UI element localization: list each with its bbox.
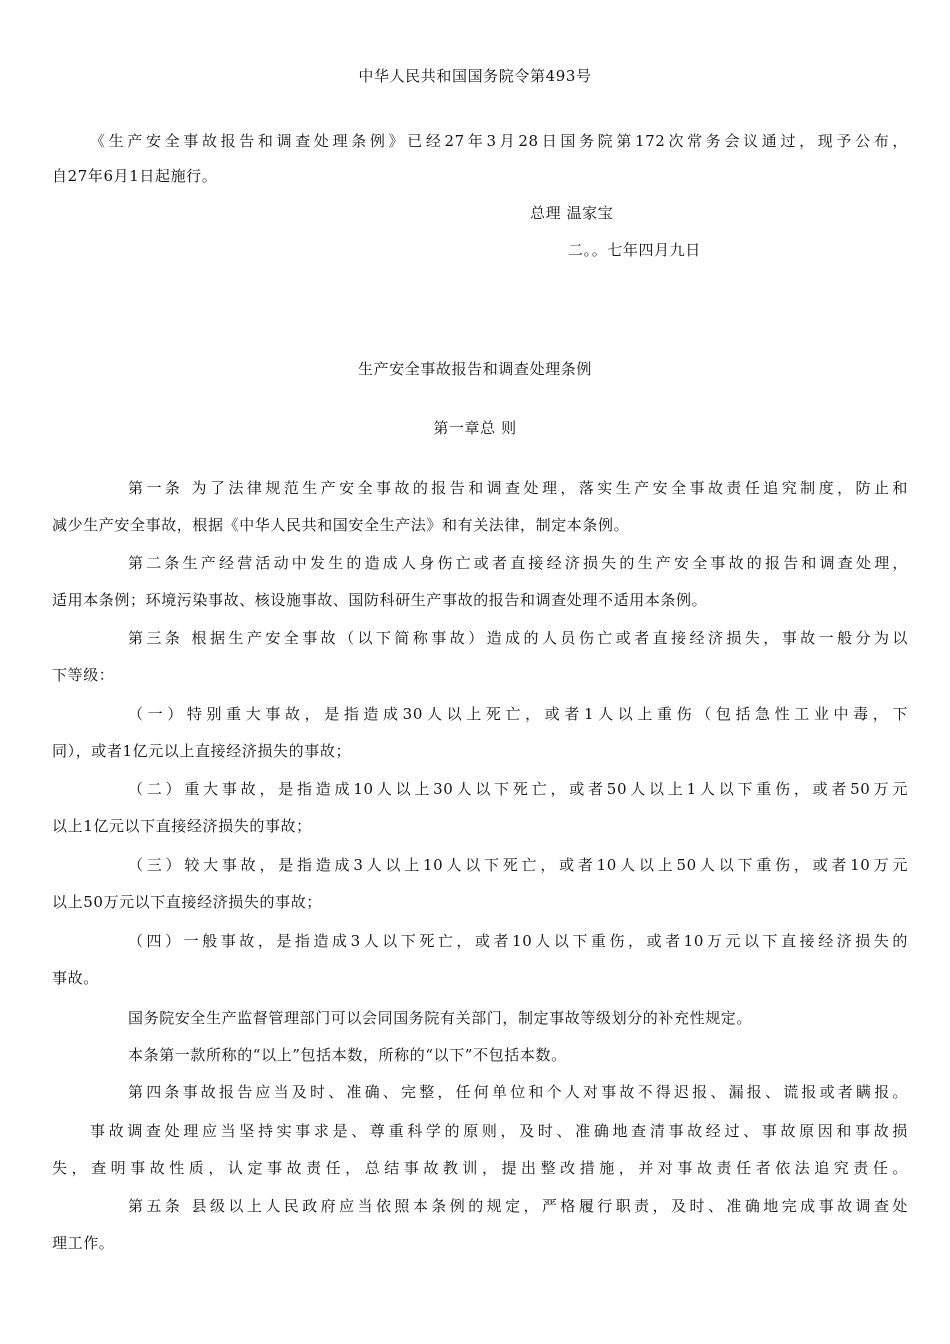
- article-2-line-1: 第二条生产经营活动中发生的造成人身伤亡或者直接经济损失的生产安全事故的报告和调查处理，: [128, 554, 908, 572]
- level-1-line-1: （一）特别重大事故，是指造成30人以上死亡，或者1人以上重伤（包括急性工业中毒，下: [128, 705, 908, 723]
- level-3-line-1: （三）较大事故，是指造成3人以上10人以下死亡，或者10人以上50人以下重伤，或者10万元: [128, 856, 908, 874]
- article-1-line-1: 第一条 为了法律规范生产安全事故的报告和调查处理，落实生产安全事故责任追究制度，防止和: [128, 479, 908, 497]
- level-2-line-2: 以上1亿元以下直接经济损失的事故；: [52, 817, 312, 835]
- article-5-line-2: 理工作。: [52, 1234, 115, 1252]
- article-4-line-1: 第四条事故报告应当及时、准确、完整，任何单位和个人对事故不得迟报、漏报、谎报或者瞒报。: [128, 1083, 908, 1101]
- level-3-line-2: 以上50万元以下直接经济损失的事故；: [52, 893, 322, 911]
- level-2-line-1: （二）重大事故，是指造成10人以上30人以下死亡，或者50人以上1人以下重伤，或者50万元: [128, 780, 908, 798]
- investigation-line-2: 失，查明事故性质，认定事故责任，总结事故教训，提出整改措施，并对事故责任者依法追究责任。: [52, 1159, 908, 1177]
- supplementary-rule: 国务院安全生产监督管理部门可以会同国务院有关部门，制定事故等级划分的补充性规定。: [128, 1009, 753, 1027]
- article-2-line-2: 适用本条例；环境污染事故、核设施事故、国防科研生产事故的报告和调查处理不适用本条例。: [52, 591, 708, 609]
- decree-date: 二。。七年四月九日: [568, 241, 701, 259]
- decree-body-line-2: 自27年6月1日起施行。: [52, 167, 218, 185]
- level-4-line-1: （四）一般事故，是指造成3人以下死亡，或者10人以下重伤，或者10万元以下直接经济损失的: [128, 932, 908, 950]
- regulation-title: 生产安全事故报告和调查处理条例: [357, 360, 592, 378]
- decree-body-line-1: 《生产安全事故报告和调查处理条例》已经27年3月28日国务院第172次常务会议通过，现予公布，: [90, 132, 908, 150]
- chapter-heading: 第一章总 则: [433, 419, 517, 437]
- article-5-line-1: 第五条 县级以上人民政府应当依照本条例的规定，严格履行职责，及时、准确地完成事故调查处: [128, 1197, 908, 1215]
- decree-title: 中华人民共和国国务院令第493号: [358, 67, 592, 85]
- investigation-line-1: 事故调查处理应当坚持实事求是、尊重科学的原则，及时、准确地查清事故经过、事故原因和事故损: [90, 1122, 908, 1140]
- level-4-line-2: 事故。: [52, 969, 99, 987]
- decree-signer: 总理 温家宝: [530, 204, 614, 222]
- article-3-line-2: 下等级：: [52, 666, 115, 684]
- counting-rule: 本条第一款所称的“以上”包括本数，所称的“以下”不包括本数。: [128, 1046, 567, 1064]
- article-1-line-2: 减少生产安全事故，根据《中华人民共和国安全生产法》和有关法律，制定本条例。: [52, 516, 630, 534]
- article-3-line-1: 第三条 根据生产安全事故（以下简称事故）造成的人员伤亡或者直接经济损失，事故一般分为以: [128, 629, 908, 647]
- level-1-line-2: 同），或者1亿元以上直接经济损失的事故；: [52, 742, 352, 760]
